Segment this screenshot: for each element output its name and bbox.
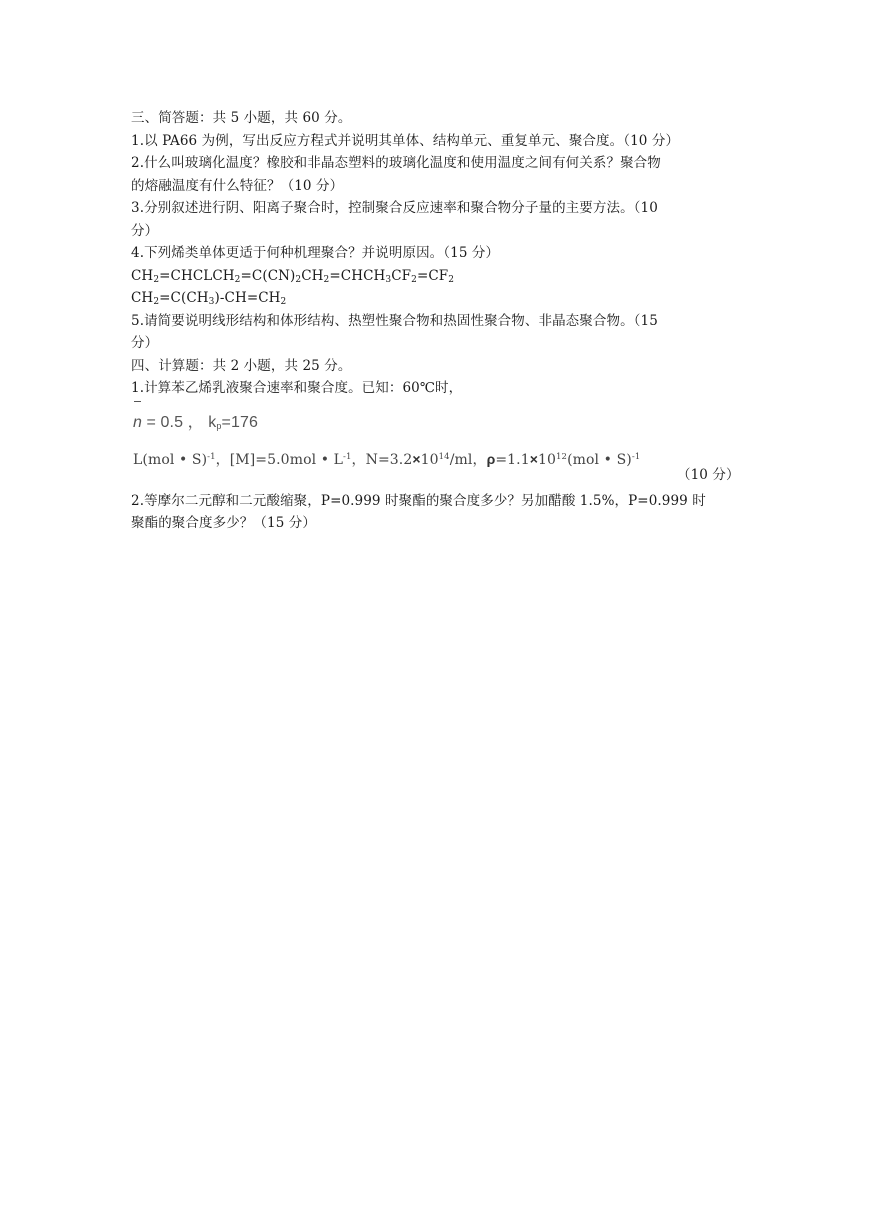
rho-unit: (mol • S) bbox=[567, 451, 632, 468]
rho-symbol: ρ bbox=[486, 450, 496, 467]
kp-subscript: p bbox=[216, 420, 222, 431]
formula-subscript: 3 bbox=[385, 274, 392, 285]
kp-value: =176 bbox=[221, 413, 258, 431]
particle-number-unit: /ml， bbox=[449, 451, 487, 468]
formula-subscript: 2 bbox=[411, 274, 417, 285]
section-4-heading: 四、计算题：共 2 小题，共 25 分。 bbox=[131, 357, 352, 374]
formula-image-line-2 bbox=[131, 444, 741, 490]
formula-subscript: 2 bbox=[234, 274, 241, 285]
particle-number-exponent: 14 bbox=[438, 451, 450, 462]
rate-unit-exponent: -1 bbox=[207, 451, 216, 462]
formula-part: =CF bbox=[416, 267, 449, 284]
question-3-2-line-1: 2.什么叫玻璃化温度？橡胶和非晶态塑料的玻璃化温度和使用温度之间有何关系？聚合物 bbox=[131, 155, 661, 171]
rate-unit: L(mol • S) bbox=[133, 451, 208, 468]
question-3-4-line-1: 4.下列烯类单体更适于何种机理聚合？并说明原因。（15 分） bbox=[131, 245, 500, 261]
particle-number-base: 10 bbox=[420, 451, 439, 468]
formula-part: =CHCH bbox=[329, 267, 386, 284]
question-3-5-line-1: 5.请简要说明线形结构和体形结构、热塑性聚合物和热固性聚合物、非晶态聚合物。（15 bbox=[131, 312, 658, 329]
n-bar-symbol: n bbox=[133, 400, 142, 446]
kp-prefix: k bbox=[203, 413, 217, 431]
monomer-formulas-line-1 bbox=[131, 265, 741, 288]
formula-subscript: 2 bbox=[153, 274, 160, 285]
question-4-2-line-2: 聚酯的聚合度多少？（15 分） bbox=[131, 515, 316, 531]
question-4-2-line-1: 2.等摩尔二元醇和二元酸缩聚，P=0.999 时聚酯的聚合度多少？另加醋酸 1.5%，P=0.999 时 bbox=[131, 492, 706, 509]
formula-part: CH bbox=[131, 290, 154, 306]
monomer-concentration: ，[M]=5.0mol • L bbox=[215, 451, 344, 468]
formula-part: =CHCLCH bbox=[159, 267, 235, 284]
times-symbol: × bbox=[529, 450, 539, 467]
formula-part: =C(CH bbox=[159, 290, 209, 306]
n-value: = 0.5 ， bbox=[142, 413, 204, 431]
question-4-1-line-1: 1.计算苯乙烯乳液聚合速率和聚合度。已知：60℃时， bbox=[131, 380, 463, 396]
formula-image-line-1 bbox=[131, 400, 741, 444]
rho-exponent: 12 bbox=[556, 451, 568, 462]
formula-part: CF bbox=[391, 267, 412, 284]
concentration-exponent: -1 bbox=[343, 451, 352, 462]
question-3-1: 1.以 PA66 为例，写出反应方程式并说明其单体、结构单元、重复单元、聚合度。（10 分） bbox=[131, 132, 680, 149]
formula-subscript: 2 bbox=[448, 274, 455, 285]
formula-subscript: 2 bbox=[153, 297, 160, 307]
score-tag: （10 分） bbox=[677, 466, 740, 483]
formula-part: =C(CN) bbox=[240, 267, 296, 284]
question-3-2-line-2: 的熔融温度有什么特征？（10 分） bbox=[131, 177, 344, 194]
formula-part: )-CH=CH bbox=[214, 290, 281, 306]
formula-subscript: 2 bbox=[280, 297, 287, 307]
rho-base: 10 bbox=[538, 451, 557, 468]
times-symbol: × bbox=[412, 450, 421, 467]
question-3-3-line-2: 分） bbox=[131, 222, 159, 239]
formula-subscript: 3 bbox=[208, 297, 215, 307]
formula-part: CH bbox=[301, 267, 324, 284]
rho-value: =1.1 bbox=[495, 451, 530, 468]
formula-subscript: 2 bbox=[323, 274, 330, 285]
monomer-formulas-line-2 bbox=[131, 287, 741, 310]
formula-subscript: 2 bbox=[295, 274, 302, 285]
question-3-3-line-1: 3.分别叙述进行阴、阳离子聚合时，控制聚合反应速率和聚合物分子量的主要方法。（10 bbox=[131, 200, 658, 216]
rho-unit-exponent: -1 bbox=[631, 451, 641, 462]
particle-number: ，N=3.2 bbox=[351, 451, 413, 468]
section-3-heading: 三、简答题：共 5 小题，共 60 分。 bbox=[131, 110, 352, 126]
exam-content bbox=[131, 107, 741, 535]
question-3-5-line-2: 分） bbox=[131, 335, 159, 351]
formula-part: CH bbox=[131, 267, 154, 284]
